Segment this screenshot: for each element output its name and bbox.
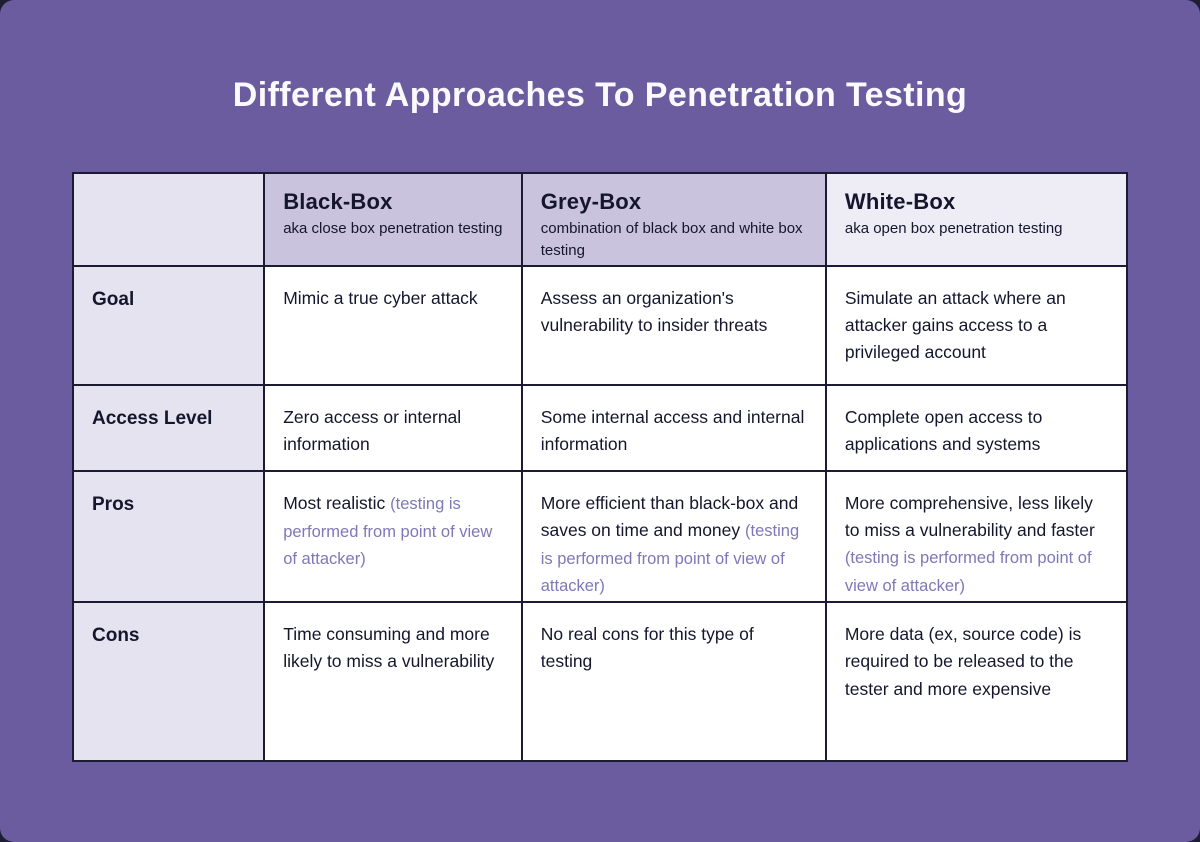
access-white-box-cell: [827, 386, 1126, 470]
cell-text: Mimic a true cyber attack: [283, 288, 478, 309]
column-title: Grey-Box: [540, 189, 642, 214]
column-subtitle: aka close box penetration testing: [283, 220, 503, 237]
cell-text: More comprehensive, less likely to miss a vulnerability and faster: [844, 492, 1095, 541]
cell-text: More data (ex, source code) is required to be released to the tester and more expensive: [844, 624, 1082, 699]
row-label-cons: Cons: [74, 603, 263, 760]
goal-white-box-cell: [827, 267, 1126, 384]
access-grey-box-cell: [523, 386, 825, 470]
cell-note: (testing is performed from point of view of attacker): [844, 549, 1092, 595]
header-cell-grey-box: [523, 174, 825, 265]
cell-text: Simulate an attack where an attacker gains access to a privileged account: [844, 288, 1066, 363]
goal-grey-box-cell: [523, 267, 825, 384]
header-cell-white-box: [827, 174, 1126, 265]
cell-text: More efficient than black-box and saves on time and money: [540, 492, 799, 541]
cell-text: Most realistic: [283, 492, 386, 513]
cell-note: (testing is performed from point of view of attacker): [540, 522, 800, 596]
cell-text: Time consuming and more likely to miss a vulnerability: [283, 624, 495, 672]
access-black-box-cell: [265, 386, 521, 470]
header-cell-black-box: [265, 174, 521, 265]
comparison-table: [72, 172, 1128, 762]
cell-text: Zero access or internal information: [283, 406, 462, 454]
pros-black-box-cell: [265, 472, 521, 601]
page-title: Different Approaches To Penetration Testing: [232, 76, 968, 114]
cell-text: Complete open access to applications and systems: [844, 406, 1043, 454]
row-label-pros: Pros: [74, 472, 263, 601]
column-subtitle: combination of black box and white box testing: [540, 220, 803, 259]
column-subtitle: aka open box penetration testing: [844, 220, 1063, 237]
pros-white-box-cell: [827, 472, 1126, 601]
row-label-goal: Goal: [74, 267, 263, 384]
goal-black-box-cell: [265, 267, 521, 384]
column-title: Black-Box: [283, 189, 393, 214]
row-label-access-level: Access Level: [74, 386, 263, 470]
pros-grey-box-cell: [523, 472, 825, 601]
cell-text: Some internal access and internal information: [540, 406, 805, 454]
header-corner-cell: [74, 174, 263, 265]
cell-note: (testing is performed from point of view of attacker): [283, 494, 493, 569]
cons-black-box-cell: [265, 603, 521, 760]
cons-white-box-cell: [827, 603, 1126, 760]
cons-grey-box-cell: [523, 603, 825, 760]
cell-text: Assess an organization's vulnerability to insider threats: [540, 288, 768, 336]
column-title: White-Box: [844, 189, 956, 214]
cell-text: No real cons for this type of testing: [540, 624, 754, 672]
